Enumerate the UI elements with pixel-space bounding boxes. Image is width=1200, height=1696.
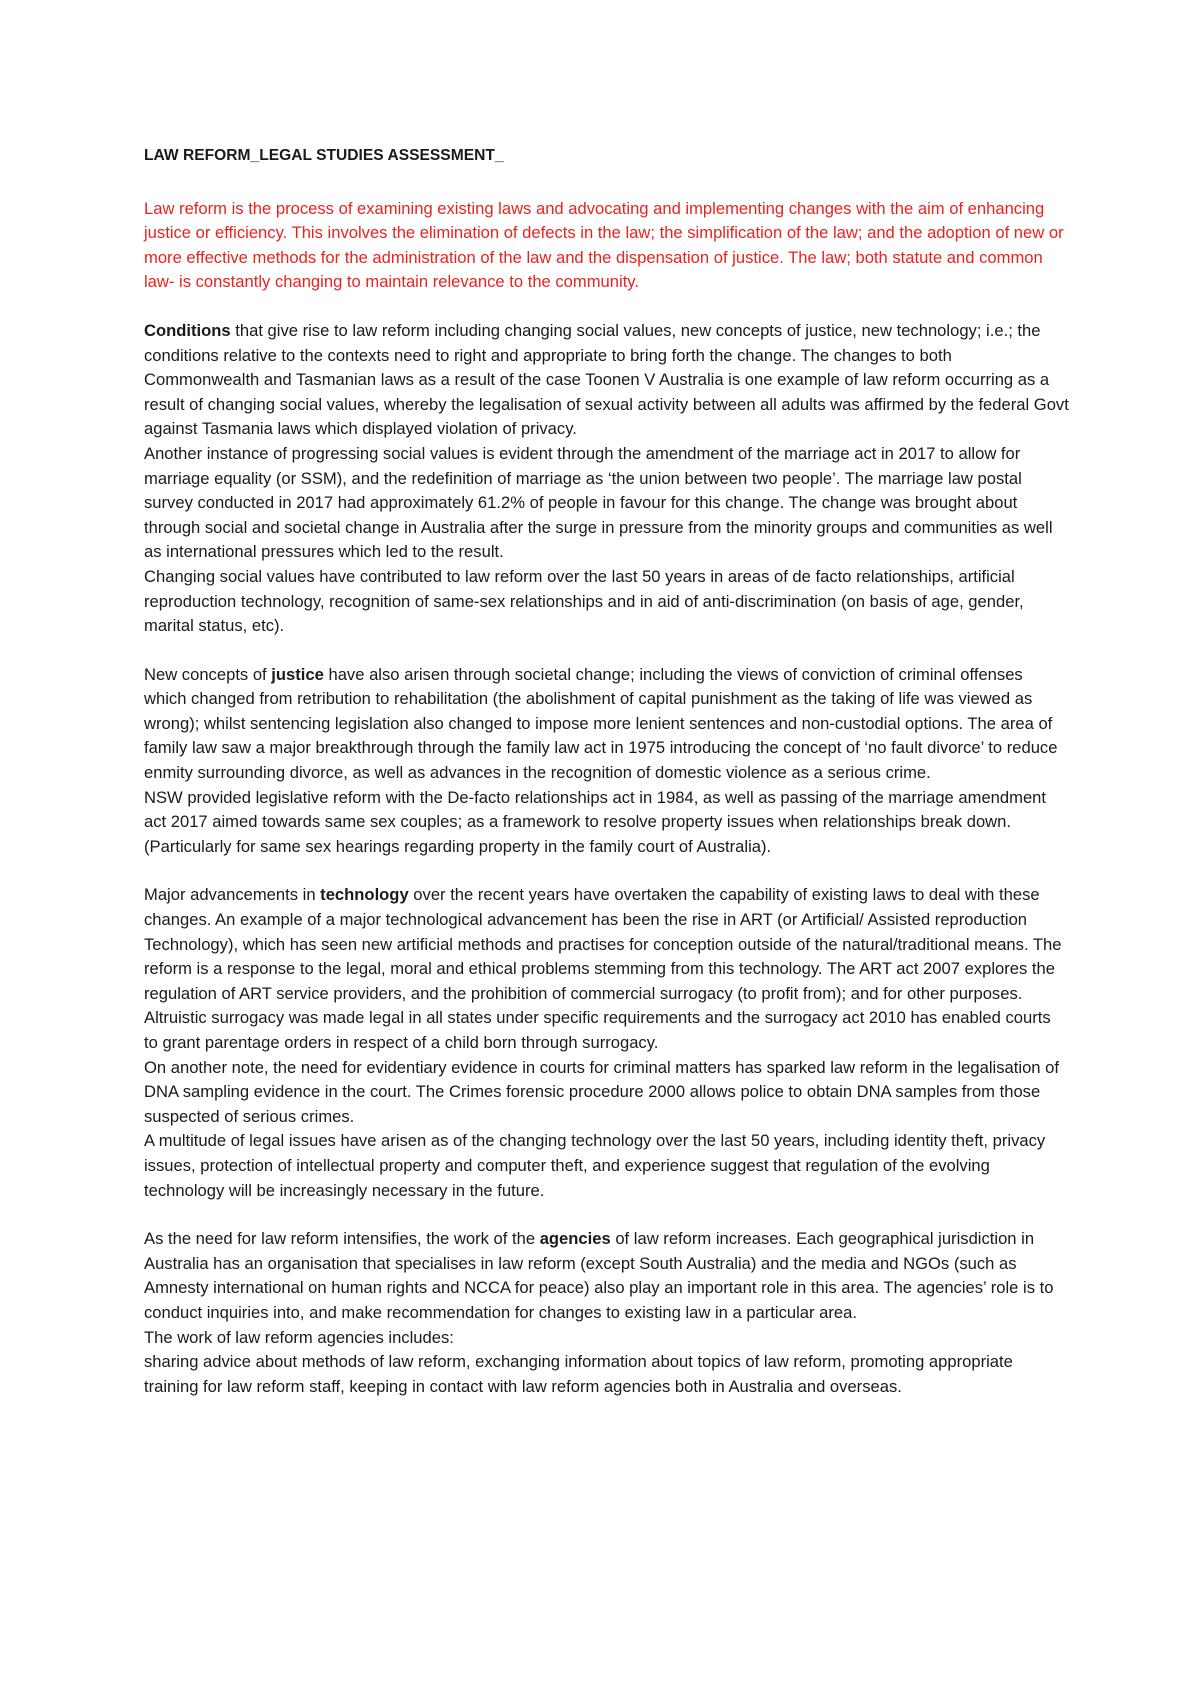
justice-paragraph-1-lead: New concepts of — [144, 664, 272, 684]
technology-keyword: technology — [320, 885, 409, 905]
justice-paragraph-1-text: have also arisen through societal change; including the views of conviction of criminal offenses which changed from retribution to rehabilitation (the abolishment of capital punishment as the taking of life was viewed as wrong); whilst sentencing legislation also changed to impose more lenient sentences and non-custodial options. The area of family law saw a major breakthrough through the family law act in 1975 introducing the concept of ‘no fault divorce’ to reduce enmity surrounding divorce, as well as advances in the recognition of domestic violence as a serious crime. — [144, 664, 1058, 783]
justice-keyword: justice — [271, 664, 324, 684]
intro-paragraph: Law reform is the process of examining existing laws and advocating and implementing changes with the aim of enhancing justice or efficiency. This involves the elimination of defects in the law; the simplification of the law; and the adoption of new or more effective methods for the administration of the law and the dispensation of justice. The law; both statute and common law- is constantly changing to maintain relevance to the community. — [144, 198, 1064, 292]
conditions-paragraph-1 — [144, 319, 1069, 442]
technology-paragraph-1-lead: Major advancements in — [144, 885, 321, 905]
technology-paragraph-2: On another note, the need for evidentiary evidence in courts for criminal matters has sparked law reform in the legalisation of DNA sampling evidence in the court. The Crimes forensic procedure 2000 allows police to obtain DNA samples from those suspected of serious crimes. — [144, 1057, 1059, 1126]
agencies-paragraph-1-text: of law reform increases. Each geographical jurisdiction in Australia has an organisation that specialises in law reform (except South Australia) and the media and NGOs (such as Amnesty international on human rights and NCCA for peace) also play an important role in this area. The agencies’ role is to conduct inquiries into, and make recommendation for changes to existing law in a particular area. — [144, 1229, 1054, 1322]
agencies-paragraph-1-lead: As the need for law reform intensifies, the work of the — [144, 1229, 540, 1249]
agencies-paragraph-3: sharing advice about methods of law reform, exchanging information about topics of law reform, promoting appropriate training for law reform staff, keeping in contact with law reform agencies both in Australia and overseas. — [144, 1352, 1013, 1396]
technology-paragraph-1-text: over the recent years have overtaken the capability of existing laws to deal with these changes. An example of a major technological advancement has been the rise in ART (or Artificial/ Assisted reproduction Technology), which has seen new artificial methods and practises for conception outside of the natural/traditional means. The reform is a response to the legal, moral and ethical problems stemming from this technology. The ART act 2007 explores the regulation of ART service providers, and the prohibition of commercial surrogacy (to profit from); and for other purposes. Altruistic surrogacy was made legal in all states under specific requirements and the surrogacy act 2010 has enabled courts to grant parentage orders in respect of a child born through surrogacy. — [144, 885, 1062, 1052]
conditions-paragraph-2: Another instance of progressing social values is evident through the amendment of the marriage act in 2017 to allow for marriage equality (or SSM), and the redefinition of marriage as ‘the union between two people’. The marriage law postal survey conducted in 2017 had approximately 61.2% of people in favour for this change. The change was brought about through social and societal change in Australia after the surge in pressure from the minority groups and communities as well as international pressures which led to the result. — [144, 443, 1053, 562]
technology-paragraph-1 — [144, 883, 1069, 1055]
section-conditions — [144, 319, 1069, 639]
justice-paragraph-1 — [144, 663, 1069, 786]
agencies-paragraph-2: The work of law reform agencies includes: — [144, 1327, 454, 1347]
document-page — [144, 144, 1069, 1423]
conditions-paragraph-1-text: that give rise to law reform including changing social values, new concepts of justice, new technology; i.e.; the conditions relative to the contexts need to right and appropriate to bring forth the change. The changes to both Commonwealth and Tasmanian laws as a result of the case Toonen V Australia is one example of law reform occurring as a result of changing social values, whereby the legalisation of sexual activity between all adults was affirmed by the federal Govt against Tasmania laws which displayed violation of privacy. — [144, 320, 1069, 439]
section-justice — [144, 663, 1069, 860]
justice-paragraph-2: NSW provided legislative reform with the De-facto relationships act in 1984, as well as passing of the marriage amendment act 2017 aimed towards same sex couples; as a framework to resolve property issues when relationships break down. (Particularly for same sex hearings regarding property in the family court of Australia). — [144, 787, 1047, 856]
document-title: LAW REFORM_LEGAL STUDIES ASSESSMENT_ — [144, 147, 504, 164]
technology-paragraph-3: A multitude of legal issues have arisen as of the changing technology over the last 50 years, including identity theft, privacy issues, protection of intellectual property and computer theft, and experience suggest that regulation of the evolving technology will be increasingly necessary in the future. — [144, 1131, 1046, 1200]
conditions-keyword: Conditions — [144, 320, 231, 340]
agencies-keyword: agencies — [539, 1229, 611, 1249]
section-technology — [144, 883, 1069, 1203]
agencies-paragraph-1 — [144, 1227, 1069, 1325]
conditions-paragraph-3: Changing social values have contributed to law reform over the last 50 years in areas of de facto relationships, artificial reproduction technology, recognition of same-sex relationships and in aid of anti-discrimination (on basis of age, gender, marital status, etc). — [144, 566, 1024, 636]
section-agencies — [144, 1227, 1069, 1399]
